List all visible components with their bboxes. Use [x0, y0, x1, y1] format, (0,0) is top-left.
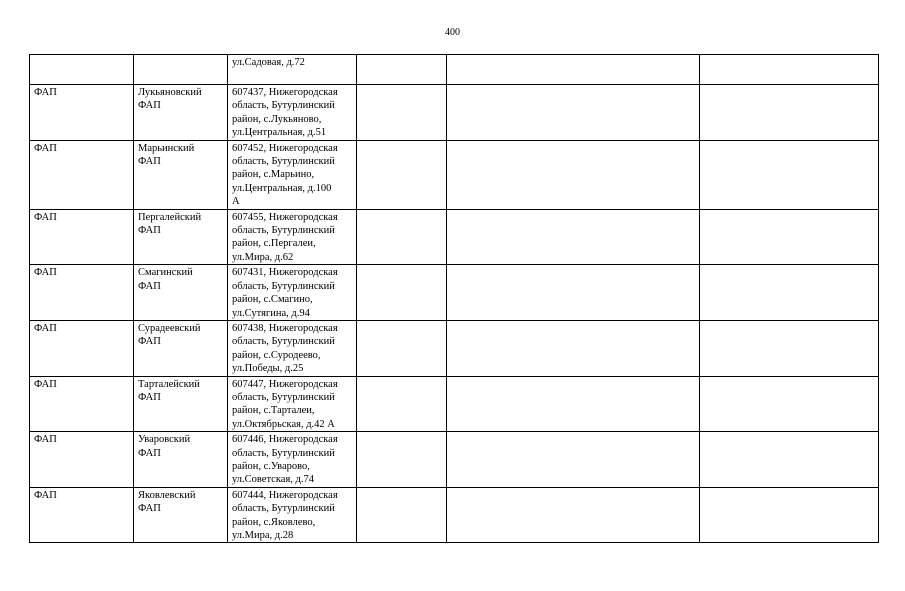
- cell-name: [134, 55, 228, 85]
- cell-empty: [700, 85, 879, 141]
- cell-empty: [700, 55, 879, 85]
- cell-empty: [447, 320, 700, 376]
- cell-empty: [447, 55, 700, 85]
- cell-empty: [447, 376, 700, 432]
- cell-empty: [447, 140, 700, 209]
- cell-address: 607455, Нижегородская область, Бутурлинский район, с.Пергалеи, ул.Мира, д.62: [228, 209, 357, 265]
- cell-type: ФАП: [30, 209, 134, 265]
- table-row: [30, 265, 879, 321]
- cell-empty: [357, 85, 447, 141]
- cell-name: Лукьяновский ФАП: [134, 85, 228, 141]
- table-row: [30, 85, 879, 141]
- cell-type: ФАП: [30, 85, 134, 141]
- cell-empty: [700, 320, 879, 376]
- cell-name: Смагинский ФАП: [134, 265, 228, 321]
- cell-empty: [357, 55, 447, 85]
- page-number: 400: [445, 27, 460, 38]
- cell-name: Яковлевский ФАП: [134, 487, 228, 543]
- cell-type: ФАП: [30, 376, 134, 432]
- table-row: [30, 376, 879, 432]
- cell-address: 607444, Нижегородская область, Бутурлинский район, с.Яковлево, ул.Мира, д.28: [228, 487, 357, 543]
- cell-name: Тарталейский ФАП: [134, 376, 228, 432]
- cell-empty: [700, 432, 879, 488]
- cell-type: ФАП: [30, 140, 134, 209]
- cell-type: ФАП: [30, 320, 134, 376]
- cell-empty: [700, 376, 879, 432]
- table-row: [30, 209, 879, 265]
- cell-empty: [357, 487, 447, 543]
- cell-empty: [447, 432, 700, 488]
- cell-empty: [700, 487, 879, 543]
- cell-empty: [357, 376, 447, 432]
- cell-address: 607446, Нижегородская область, Бутурлинский район, с.Уварово, ул.Советская, д.74: [228, 432, 357, 488]
- cell-name: Уваровский ФАП: [134, 432, 228, 488]
- cell-empty: [700, 140, 879, 209]
- cell-empty: [357, 320, 447, 376]
- facilities-table: [29, 54, 879, 543]
- table-row-continuation: [30, 55, 879, 85]
- cell-address: ул.Садовая, д.72: [228, 55, 357, 85]
- cell-empty: [700, 209, 879, 265]
- cell-name: Пергалейский ФАП: [134, 209, 228, 265]
- table-row: [30, 432, 879, 488]
- cell-type: ФАП: [30, 432, 134, 488]
- table-row: [30, 140, 879, 209]
- cell-address: 607438, Нижегородская область, Бутурлинский район, с.Суродеево, ул.Победы, д.25: [228, 320, 357, 376]
- cell-address: 607431, Нижегородская область, Бутурлинский район, с.Смагино, ул.Сутягина, д.94: [228, 265, 357, 321]
- cell-empty: [357, 432, 447, 488]
- cell-address: 607447, Нижегородская область, Бутурлинский район, с.Тарталеи, ул.Октябрьская, д.42 А: [228, 376, 357, 432]
- cell-type: ФАП: [30, 265, 134, 321]
- cell-name: Марьинский ФАП: [134, 140, 228, 209]
- cell-empty: [357, 265, 447, 321]
- cell-empty: [700, 265, 879, 321]
- cell-empty: [447, 85, 700, 141]
- cell-empty: [447, 265, 700, 321]
- cell-empty: [447, 209, 700, 265]
- cell-name: Сурадеевский ФАП: [134, 320, 228, 376]
- cell-address: 607452, Нижегородская область, Бутурлинский район, с.Марьино, ул.Центральная, д.100 А: [228, 140, 357, 209]
- cell-empty: [357, 140, 447, 209]
- table-row: [30, 320, 879, 376]
- cell-type: [30, 55, 134, 85]
- table-row: [30, 487, 879, 543]
- cell-type: ФАП: [30, 487, 134, 543]
- cell-address: 607437, Нижегородская область, Бутурлинский район, с.Лукьяново, ул.Центральная, д.51: [228, 85, 357, 141]
- cell-empty: [357, 209, 447, 265]
- cell-empty: [447, 487, 700, 543]
